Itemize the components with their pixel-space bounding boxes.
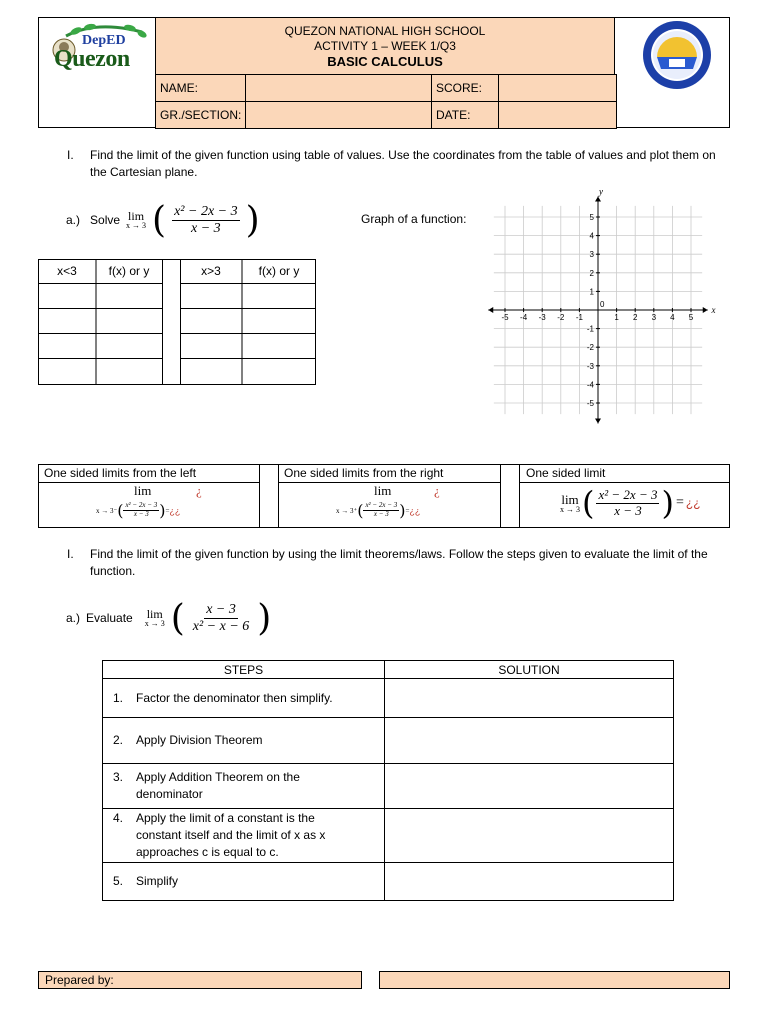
part1-denominator: x − 3	[191, 220, 221, 236]
part2-numerator: x − 3	[206, 602, 236, 618]
step-text: Simplify	[136, 874, 179, 888]
x-axis-label: x	[711, 305, 716, 315]
y-tick-label: 5	[589, 213, 594, 222]
origin-label: 0	[600, 300, 605, 309]
y-tick-label: 4	[589, 231, 594, 241]
score-label: SCORE:	[432, 75, 499, 102]
right-lim-word: lim	[374, 483, 392, 498]
x-tick-label: -5	[501, 313, 509, 322]
right-lim-subscript: x → 3⁺	[336, 506, 358, 515]
part2-item-label: a.)	[66, 611, 81, 625]
values-table	[38, 259, 316, 385]
solution-cell[interactable]	[385, 809, 674, 863]
solution-cell[interactable]	[385, 764, 674, 809]
two-sided-denominator: x − 3	[614, 502, 642, 518]
y-axis-arrow-down	[595, 418, 601, 423]
y-tick-label: -5	[586, 399, 594, 408]
y-tick-label: -2	[586, 343, 594, 353]
x-axis-arrow-right	[703, 307, 708, 313]
part1-limit-operator: lim x → 3	[126, 209, 147, 230]
y-axis-label: y	[599, 186, 603, 197]
left-lim-placeholder: ¿	[196, 483, 202, 498]
steps-table	[102, 660, 674, 901]
part2-problem: a.) Evaluate lim x → 3 ( $\frac{x - 3}{\text{x² − x − 6}}$ )	[66, 597, 272, 639]
y-tick-label: -4	[586, 380, 594, 390]
part1-instruction: Find the limit of the given function using table of values. Use the coordinates from the table of values and plot them on the Cartesian plane.	[90, 148, 716, 179]
part2-denominator: x² − x − 6	[192, 618, 250, 634]
part1-solve-word: Solve	[90, 213, 121, 227]
school-seal-icon	[641, 19, 713, 91]
part2-numeral: I.	[67, 547, 74, 561]
school-name: QUEZON NATIONAL HIGH SCHOOL	[284, 24, 486, 38]
two-sided-numerator: x² − 2x − 3	[598, 487, 658, 503]
part2-limit-operator: lim x → 3	[144, 607, 165, 628]
cartesian-plane[interactable]	[492, 186, 716, 418]
part2-fraction	[191, 602, 252, 634]
solution-cell[interactable]	[385, 718, 674, 764]
step-number: 4.	[113, 811, 124, 825]
left-lim-word: lim	[134, 483, 152, 498]
header-left-limit: One sided limits from the left	[44, 466, 197, 480]
subject-title: BASIC CALCULUS	[327, 54, 443, 69]
step-text: Factor the denominator then simplify.	[136, 690, 333, 705]
left-numerator: x² − 2x − 3	[125, 501, 158, 510]
step-number: 1.	[113, 690, 124, 705]
date-field[interactable]	[499, 102, 617, 129]
deped-logo-text: DepED	[82, 33, 126, 48]
table-cell[interactable]	[39, 284, 95, 308]
header-fx-left: f(x) or y	[108, 264, 150, 278]
name-field[interactable]	[246, 75, 432, 102]
score-field[interactable]	[499, 75, 617, 102]
table-row	[103, 863, 674, 901]
right-equals: =	[405, 506, 410, 515]
part2-evaluate-word: Evaluate	[86, 611, 133, 625]
school-seal	[641, 19, 713, 91]
two-sided-limit-operator: lim x → 3	[560, 491, 580, 514]
part1-problem	[66, 198, 260, 242]
y-axis-arrow-up	[595, 197, 601, 202]
prepared-by-box	[38, 971, 362, 989]
deped-quezon-logo	[46, 22, 150, 78]
y-tick-label: 1	[589, 287, 594, 297]
left-answer-placeholder[interactable]: ¿¿	[169, 505, 181, 516]
step-number: 2.	[113, 733, 124, 747]
date-label: DATE:	[432, 102, 499, 129]
header-fx-right: f(x) or y	[258, 264, 300, 278]
left-lim-subscript: x → 3⁻	[96, 506, 118, 515]
table-row	[103, 718, 674, 764]
solution-cell[interactable]	[385, 679, 674, 718]
part1-fraction	[172, 204, 240, 236]
step-text: Apply the limit of a constant is the constant itself and the limit of x as x approaches c is equal to c.	[136, 811, 326, 859]
right-answer-placeholder[interactable]: ¿¿	[409, 505, 421, 516]
y-tick-label: -3	[586, 361, 594, 371]
y-tick-label: 3	[589, 250, 594, 260]
right-denominator: x − 3	[373, 510, 389, 518]
part2-instruction: Find the limit of the given function by using the limit theorems/laws. Follow the steps given to evaluate the limit of the function.	[90, 547, 708, 578]
x-axis-arrow-left	[488, 307, 493, 313]
two-sided-expression: lim x → 3 ( $\frac{\text{x² − 2x − 3}}{x - 3}$ ) = ¿¿	[560, 484, 701, 522]
header-x-greater-3: x>3	[201, 264, 221, 278]
quezon-logo-text: Quezon	[54, 46, 130, 72]
part1-numerator: x² − 2x − 3	[174, 204, 238, 220]
right-lim-placeholder: ¿	[434, 483, 440, 498]
left-lim-expression: x → 3⁻ ( $\frac{\text{x² − 2x − 3}}{x - 3}$ ) = ¿¿	[96, 501, 181, 520]
steps-header: STEPS	[103, 661, 385, 679]
table-row	[103, 764, 674, 809]
left-paren: (	[152, 199, 167, 241]
x-tick-label: 3	[651, 313, 657, 322]
one-sided-limits-table	[38, 464, 730, 528]
table-row	[103, 809, 674, 863]
title-banner	[155, 18, 615, 74]
header-two-sided-limit: One sided limit	[526, 466, 606, 480]
step-number: 3.	[113, 770, 124, 784]
graph-label: Graph of a function:	[361, 212, 467, 226]
two-sided-equals: =	[675, 495, 684, 510]
activity-title: ACTIVITY 1 – WEEK 1/Q3	[314, 39, 456, 53]
solution-header: SOLUTION	[385, 661, 674, 679]
x-tick-label: 1	[614, 313, 619, 322]
header-x-less-3: x<3	[57, 264, 77, 278]
x-tick-label: -2	[557, 313, 565, 322]
left-denominator: x − 3	[133, 510, 149, 518]
prepared-by-label: Prepared by:	[45, 973, 114, 987]
step-text: Apply Division Theorem	[136, 733, 263, 747]
left-equals: =	[165, 506, 170, 515]
student-info-grid	[155, 74, 617, 129]
part1-numeral: I.	[67, 148, 74, 162]
x-tick-label: 2	[632, 313, 638, 322]
y-tick-label: 2	[589, 268, 594, 278]
right-numerator: x² − 2x − 3	[365, 501, 398, 510]
right-paren: )	[245, 199, 260, 241]
solution-cell[interactable]	[385, 863, 674, 901]
right-lim-expression: x → 3⁺ ( $\frac{\text{x² − 2x − 3}}{x - 3}$ ) = ¿¿	[336, 501, 421, 520]
y-tick-label: -1	[586, 324, 594, 334]
x-tick-label: -1	[575, 313, 583, 322]
x-tick-label: -3	[538, 313, 546, 322]
signature-box[interactable]	[379, 971, 730, 989]
table-row	[103, 679, 674, 718]
section-field[interactable]	[246, 102, 432, 129]
x-tick-label: -4	[520, 313, 528, 322]
x-tick-label: 5	[688, 313, 694, 322]
step-text: Apply Addition Theorem on the denominator	[136, 770, 300, 801]
section-label: GR./SECTION:	[156, 102, 246, 129]
name-label: NAME:	[156, 75, 246, 102]
header-right-limit: One sided limits from the right	[284, 466, 444, 480]
x-tick-label: 4	[670, 313, 675, 322]
part1-item-label: a.)	[66, 213, 81, 227]
step-number: 5.	[113, 874, 124, 888]
two-sided-answer-placeholder[interactable]: ¿¿	[685, 496, 701, 510]
